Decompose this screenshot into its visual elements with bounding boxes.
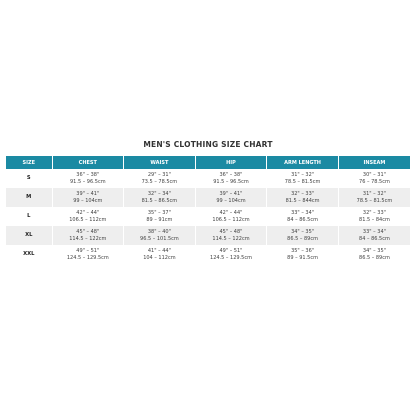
- header-arm-length: ARM LENGTH: [267, 156, 339, 169]
- table-row-m: [6, 188, 410, 207]
- cm-value: 124.5 – 129.5cm: [210, 254, 252, 261]
- header-hip: HIP: [195, 156, 267, 169]
- cm-value: 84 – 86.5cm: [287, 216, 318, 223]
- waist-cell: [124, 188, 196, 207]
- inches-value: 42" – 44": [219, 210, 243, 216]
- inches-value: 35" – 36": [291, 248, 315, 254]
- waist-cell: [124, 169, 196, 188]
- cm-value: 104 – 112cm: [143, 254, 176, 261]
- header-chest: CHEST: [52, 156, 124, 169]
- inches-value: 34" – 35": [291, 229, 315, 235]
- cm-value: 78.5 – 81.5cm: [284, 178, 321, 185]
- inseam-cell: [338, 188, 410, 207]
- cm-value: 106.5 – 112cm: [212, 216, 250, 223]
- inches-value: 29" – 31": [147, 172, 171, 178]
- cm-value: 124.5 – 129.5cm: [66, 254, 109, 261]
- size-chart-table: [6, 156, 410, 264]
- size-label: S: [6, 169, 52, 188]
- cm-value: 86.5 – 89cm: [359, 254, 390, 261]
- inches-value: 49" – 51": [76, 248, 100, 254]
- inseam-cell: [338, 169, 410, 188]
- cm-value: 81.5 – 84cm: [359, 216, 390, 223]
- inches-value: 41" – 44": [147, 248, 171, 254]
- table-row-l: [6, 207, 410, 226]
- chest-cell: [52, 207, 124, 226]
- size-label: XL: [6, 226, 52, 245]
- cm-value: 106.5 – 112cm: [69, 216, 107, 223]
- cm-value: 78.5 – 81.5cm: [356, 197, 393, 204]
- table-row-xxl: [6, 245, 410, 264]
- table-row-s: [6, 169, 410, 188]
- hip-cell: [195, 169, 267, 188]
- cm-value: 86.5 – 89cm: [287, 235, 318, 242]
- chest-cell: [52, 245, 124, 264]
- inches-value: 49" – 51": [219, 248, 243, 254]
- table-header-row: [6, 156, 410, 169]
- size-label: XXL: [6, 245, 52, 264]
- inseam-cell: [338, 207, 410, 226]
- inches-value: 31" – 32": [291, 172, 315, 178]
- arm-length-cell: [267, 245, 339, 264]
- cm-value: 91.5 – 96.5cm: [70, 178, 106, 185]
- chest-cell: [52, 188, 124, 207]
- inches-value: 30" – 31": [362, 172, 386, 178]
- size-label: M: [6, 188, 52, 207]
- hip-cell: [195, 245, 267, 264]
- arm-length-cell: [267, 188, 339, 207]
- inches-value: 33" – 34": [362, 229, 386, 235]
- cm-value: 114.5 – 122cm: [69, 235, 107, 242]
- inches-value: 36" – 38": [219, 172, 243, 178]
- header-waist: WAIST: [124, 156, 196, 169]
- waist-cell: [124, 226, 196, 245]
- inches-value: 34" – 35": [362, 248, 386, 254]
- cm-value: 96.5 – 101.5cm: [140, 235, 179, 242]
- size-label: L: [6, 207, 52, 226]
- header-inseam: INSEAM: [338, 156, 410, 169]
- header-size: SIZE: [6, 156, 52, 169]
- arm-length-cell: [267, 226, 339, 245]
- cm-value: 89 – 91cm: [146, 216, 173, 223]
- cm-value: 99 – 104cm: [73, 197, 103, 204]
- inches-value: 36" – 38": [76, 172, 100, 178]
- cm-value: 81.5 – 844cm: [285, 197, 320, 204]
- chest-cell: [52, 226, 124, 245]
- chart-title: MEN'S CLOTHING SIZE CHART: [143, 140, 273, 149]
- cm-value: 114.5 – 122cm: [212, 235, 250, 242]
- waist-cell: [124, 207, 196, 226]
- inches-value: 39" – 41": [76, 191, 100, 197]
- inches-value: 32" – 33": [291, 191, 315, 197]
- inches-value: 31" – 32": [362, 191, 386, 197]
- cm-value: 73.5 – 78.5cm: [141, 178, 178, 185]
- cm-value: 76 – 78.5cm: [359, 178, 390, 185]
- cm-value: 91.5 – 96.5cm: [213, 178, 249, 185]
- chest-cell: [52, 169, 124, 188]
- cm-value: 81.5 – 86.5cm: [141, 197, 178, 204]
- inches-value: 32" – 34": [147, 191, 171, 197]
- cm-value: 84 – 86.5cm: [359, 235, 390, 242]
- inches-value: 39" – 41": [219, 191, 243, 197]
- inches-value: 45" – 48": [219, 229, 243, 235]
- inches-value: 45" – 48": [76, 229, 100, 235]
- cm-value: 99 – 104cm: [216, 197, 246, 204]
- hip-cell: [195, 207, 267, 226]
- inseam-cell: [338, 226, 410, 245]
- inches-value: 32" – 33": [362, 210, 386, 216]
- inseam-cell: [338, 245, 410, 264]
- table-row-xl: [6, 226, 410, 245]
- hip-cell: [195, 226, 267, 245]
- cm-value: 89 – 91.5cm: [287, 254, 318, 261]
- arm-length-cell: [267, 207, 339, 226]
- arm-length-cell: [267, 169, 339, 188]
- waist-cell: [124, 245, 196, 264]
- hip-cell: [195, 188, 267, 207]
- inches-value: 33" – 34": [291, 210, 315, 216]
- inches-value: 42" – 44": [76, 210, 100, 216]
- inches-value: 35" – 37": [147, 210, 171, 216]
- inches-value: 38" – 40": [147, 229, 171, 235]
